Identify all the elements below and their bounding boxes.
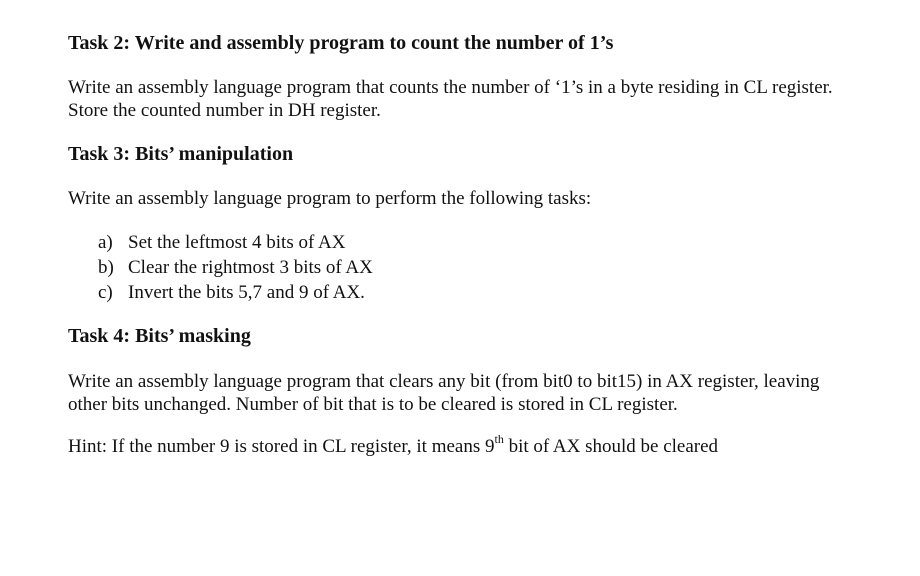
list-item-text: Clear the rightmost 3 bits of AX xyxy=(128,257,373,278)
task4-hint xyxy=(68,431,890,458)
list-item xyxy=(98,255,373,280)
list-item-marker: c) xyxy=(98,282,113,303)
task4-description-line-2: other bits unchanged. Number of bit that is to be cleared is stored in CL register. xyxy=(68,394,678,415)
list-item-text: Set the leftmost 4 bits of AX xyxy=(128,232,346,253)
task2-description-line-2: Store the counted number in DH register. xyxy=(68,100,381,121)
task4-description-line-1: Write an assembly language program that clears any bit (from bit0 to bit15) in AX register, leaving xyxy=(68,371,820,392)
list-item-marker: b) xyxy=(98,257,114,278)
hint-suffix: bit of AX should be cleared xyxy=(503,436,719,457)
task4-hint-line xyxy=(68,431,890,458)
task2-heading: Task 2: Write and assembly program to count the number of 1’s xyxy=(68,32,614,54)
task3-list xyxy=(98,230,373,305)
list-item-marker: a) xyxy=(98,232,113,253)
task2-description xyxy=(68,76,890,122)
hint-superscript: th xyxy=(494,431,504,446)
list-item xyxy=(98,280,373,305)
task4-description xyxy=(68,370,890,416)
task2-description-line-1: Write an assembly language program that counts the number of ‘1’s in a byte residing in CL register. xyxy=(68,77,833,98)
task3-intro xyxy=(68,187,890,210)
list-item-text: Invert the bits 5,7 and 9 of AX. xyxy=(128,282,365,303)
task4-heading: Task 4: Bits’ masking xyxy=(68,325,251,347)
list-item xyxy=(98,230,373,255)
task3-heading: Task 3: Bits’ manipulation xyxy=(68,143,294,165)
hint-prefix: Hint: If the number 9 is stored in CL register, it means 9 xyxy=(68,436,495,457)
task3-intro-line: Write an assembly language program to perform the following tasks: xyxy=(68,188,592,209)
